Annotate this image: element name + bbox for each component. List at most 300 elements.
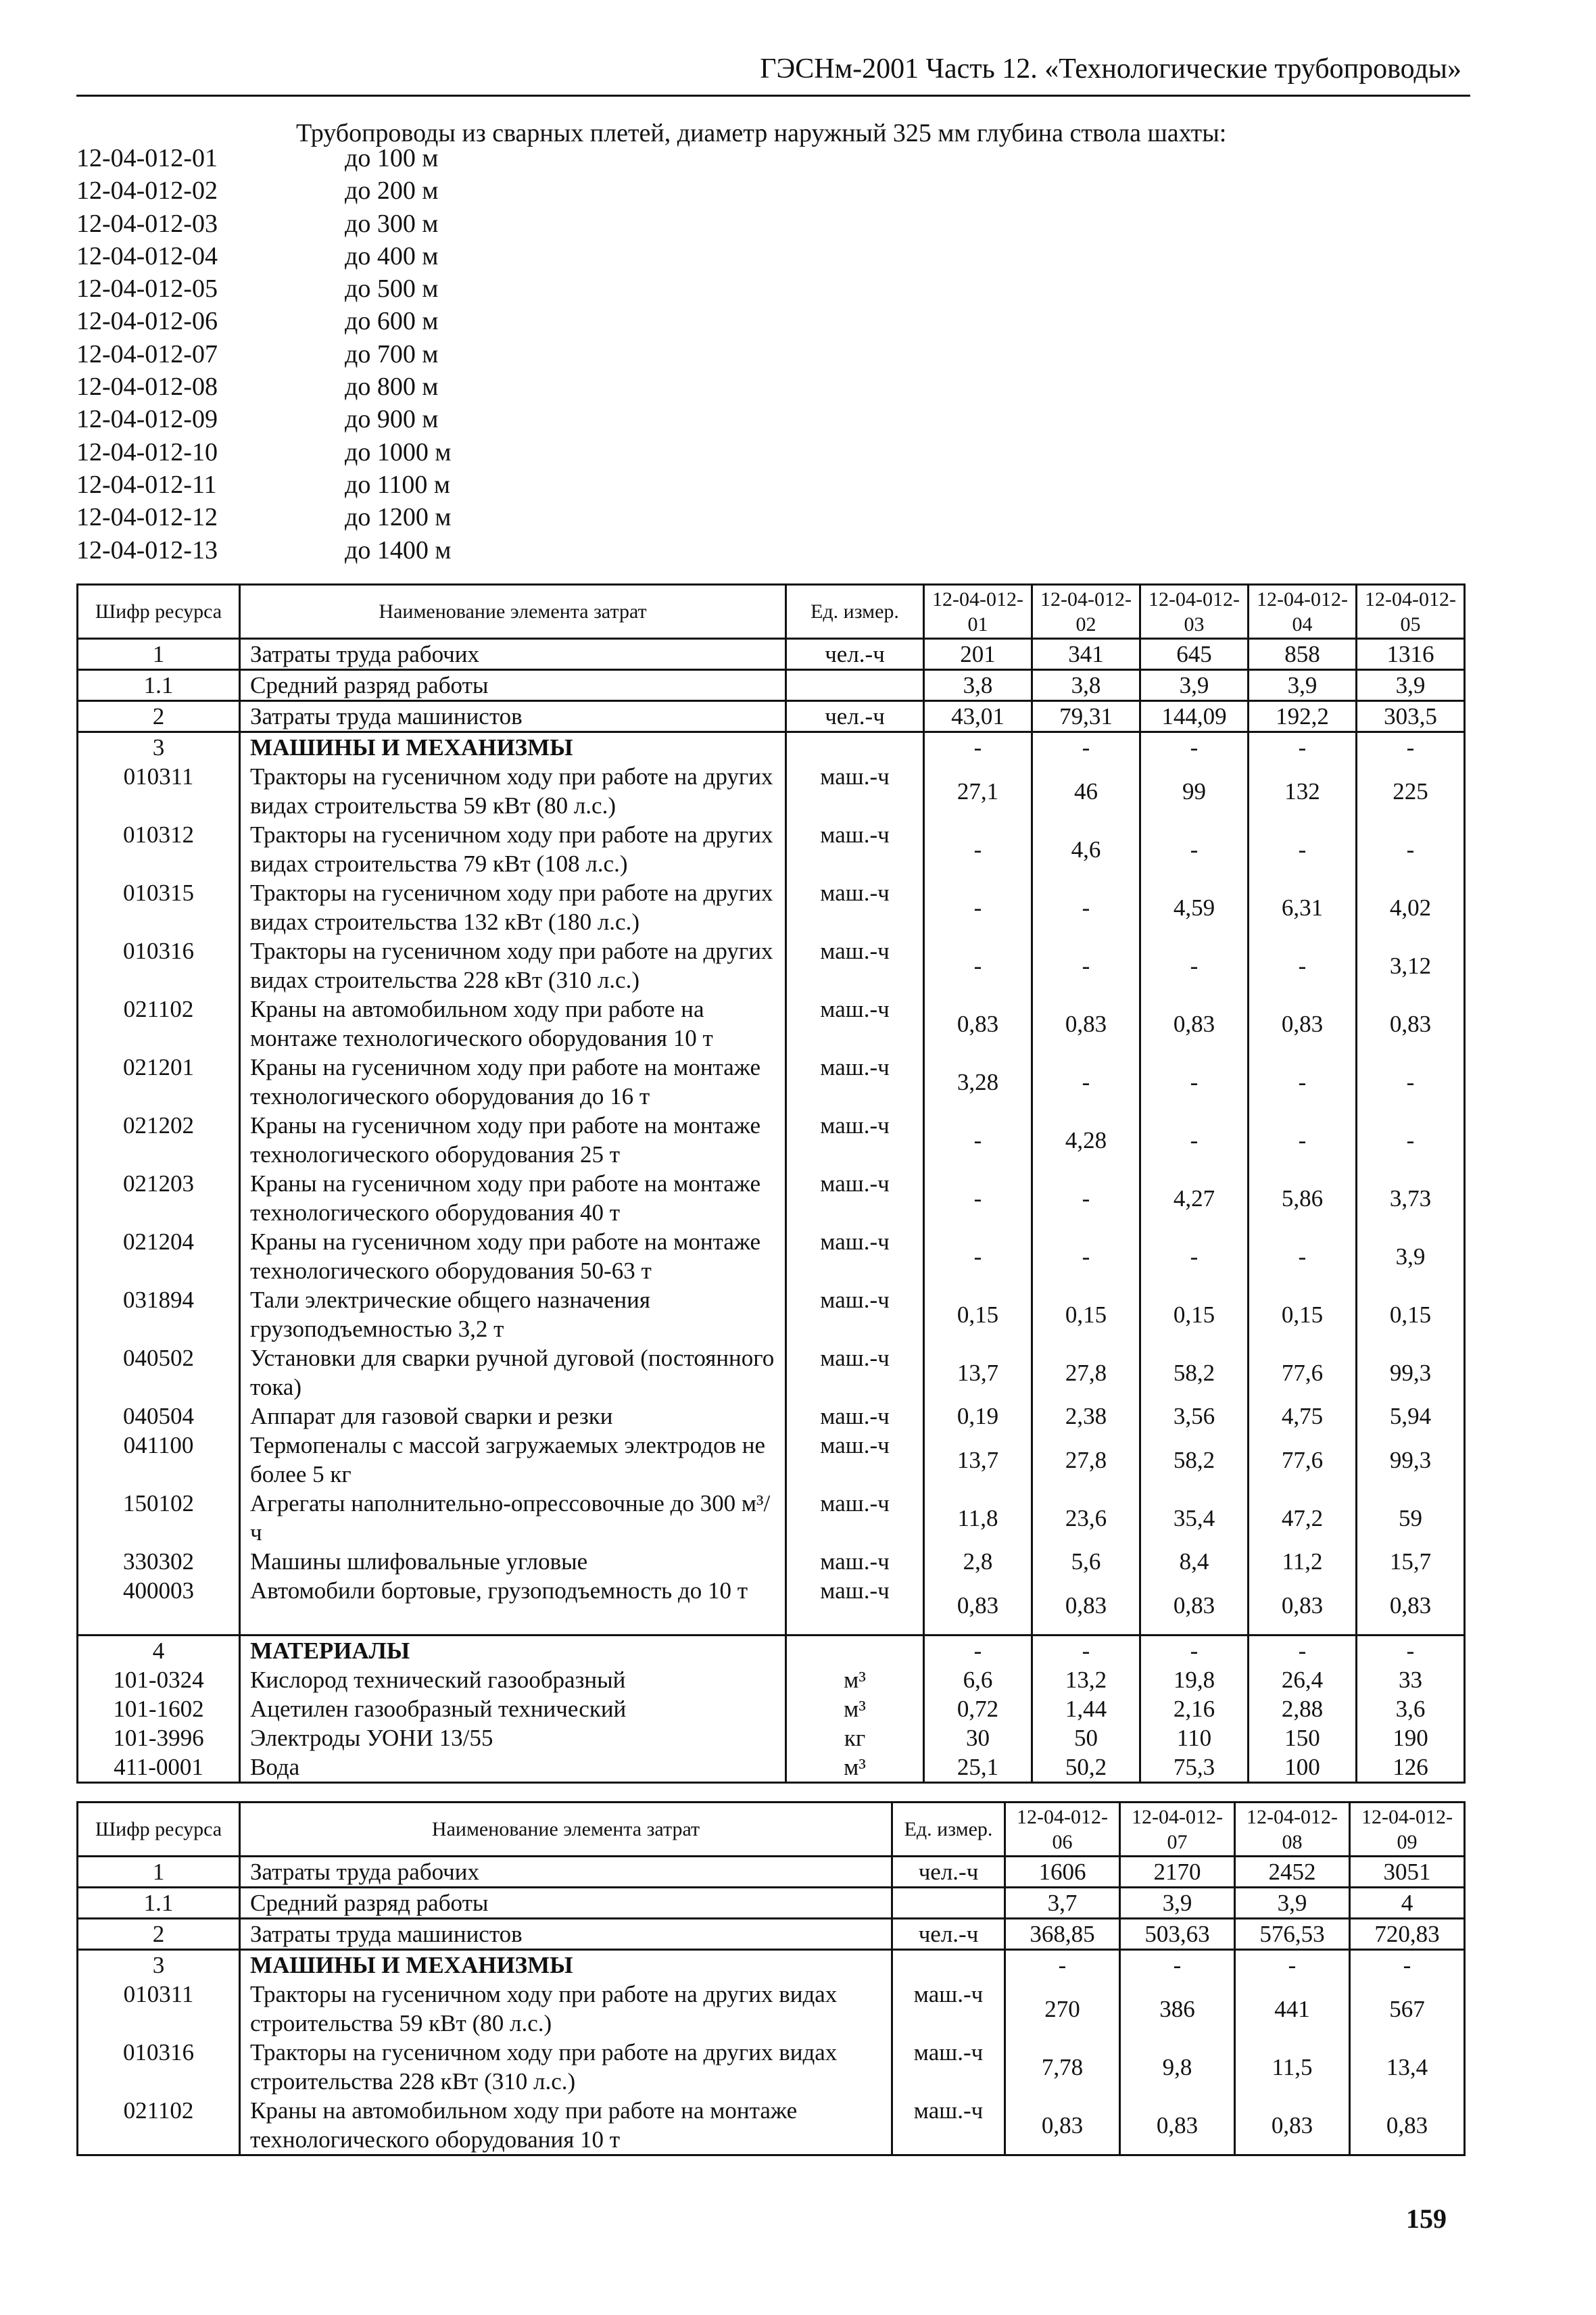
value-cell: 27,8 [1032, 1343, 1140, 1402]
value-cell: 858 [1249, 639, 1357, 670]
value-cell: 1,44 [1032, 1694, 1140, 1723]
resource-code: 041100 [78, 1431, 240, 1489]
norm-code: 12-04-012-02 [76, 176, 218, 206]
resource-code: 2 [78, 701, 240, 732]
value-cell: 368,85 [1005, 1919, 1120, 1950]
value-cell: 190 [1357, 1723, 1465, 1752]
depth-value: до 1100 м [345, 470, 450, 499]
value-cell: 3,9 [1235, 1888, 1350, 1919]
resource-code: 031894 [78, 1285, 240, 1343]
unit-cell [786, 1636, 924, 1666]
depth-value: до 300 м [345, 209, 439, 238]
value-cell: 7,78 [1005, 2038, 1120, 2096]
norm-code: 12-04-012-03 [76, 209, 218, 238]
value-cell: 3,12 [1357, 936, 1465, 995]
value-cell: - [1357, 1111, 1465, 1169]
value-cell: 8,4 [1140, 1547, 1249, 1576]
depth-value: до 700 м [345, 339, 439, 368]
value-cell: 5,6 [1032, 1547, 1140, 1576]
unit-cell: маш.-ч [786, 1285, 924, 1343]
table-row [78, 1694, 1465, 1723]
value-cell: 4,28 [1032, 1111, 1140, 1169]
table-row [78, 1431, 1465, 1489]
value-cell: 13,4 [1350, 2038, 1465, 2096]
unit-cell: м³ [786, 1694, 924, 1723]
resource-name: Тракторы на гусеничном ходу при работе на других видах строительства 228 кВт (310 л.с.) [240, 2038, 892, 2096]
value-cell: 2,38 [1032, 1402, 1140, 1431]
header-col: 12-04-012-05 [1357, 585, 1465, 639]
value-cell: 50 [1032, 1723, 1140, 1752]
value-cell: - [1249, 1111, 1357, 1169]
value-cell: - [1032, 1169, 1140, 1227]
unit-cell: маш.-ч [786, 1169, 924, 1227]
value-cell: 576,53 [1235, 1919, 1350, 1950]
value-cell: - [1357, 1053, 1465, 1111]
header-name: Наименование элемента затрат [240, 585, 786, 639]
header-name: Наименование элемента затрат [240, 1803, 892, 1857]
value-cell: 30 [924, 1723, 1032, 1752]
resource-code: 1 [78, 1857, 240, 1888]
table-row [78, 2096, 1465, 2155]
unit-cell: маш.-ч [892, 2096, 1005, 2155]
resource-name: Тракторы на гусеничном ходу при работе на других видах строительства 79 кВт (108 л.с.) [240, 820, 786, 878]
resource-name: Агрегаты наполнительно-опрессовочные до 300 м³/ч [240, 1489, 786, 1547]
value-cell: - [924, 878, 1032, 936]
resource-name: Средний разряд работы [240, 670, 786, 701]
resource-code: 101-1602 [78, 1694, 240, 1723]
resource-name: Затраты труда машинистов [240, 701, 786, 732]
section-heading: Трубопроводы из сварных плетей, диаметр наружный 325 мм глубина ствола шахты: [296, 119, 1227, 147]
value-cell: 2170 [1120, 1857, 1235, 1888]
resource-name: Затраты труда рабочих [240, 639, 786, 670]
unit-cell [786, 670, 924, 701]
value-cell: 23,6 [1032, 1489, 1140, 1547]
value-cell: - [924, 732, 1032, 763]
table-row [78, 639, 1465, 670]
header-col: 12-04-012-03 [1140, 585, 1249, 639]
table-row [78, 1227, 1465, 1285]
value-cell: - [1140, 936, 1249, 995]
value-cell: 11,2 [1249, 1547, 1357, 1576]
norm-code: 12-04-012-06 [76, 307, 218, 336]
value-cell: 0,72 [924, 1694, 1032, 1723]
value-cell: 0,83 [1005, 2096, 1120, 2155]
value-cell: 201 [924, 639, 1032, 670]
value-cell: - [1140, 1053, 1249, 1111]
value-cell: 0,83 [1350, 2096, 1465, 2155]
resource-name: Краны на гусеничном ходу при работе на монтаже технологического оборудования 40 т [240, 1169, 786, 1227]
value-cell: 3,8 [924, 670, 1032, 701]
value-cell: - [1140, 1111, 1249, 1169]
table-row [78, 1111, 1465, 1169]
value-cell: 0,83 [1140, 995, 1249, 1053]
value-cell: 5,94 [1357, 1402, 1465, 1431]
value-cell: 3,9 [1249, 670, 1357, 701]
resource-code: 101-3996 [78, 1723, 240, 1752]
resource-code: 010311 [78, 762, 240, 820]
unit-cell: чел.-ч [786, 639, 924, 670]
value-cell: 0,19 [924, 1402, 1032, 1431]
resource-code: 010315 [78, 878, 240, 936]
value-cell: 4,27 [1140, 1169, 1249, 1227]
value-cell: 567 [1350, 1980, 1465, 2038]
resource-name: Термопеналы с массой загружаемых электродов не более 5 кг [240, 1431, 786, 1489]
unit-cell: чел.-ч [892, 1919, 1005, 1950]
table-row [78, 1723, 1465, 1752]
value-cell: 13,7 [924, 1343, 1032, 1402]
resource-code: 010312 [78, 820, 240, 878]
value-cell: 75,3 [1140, 1752, 1249, 1783]
value-cell: - [1032, 732, 1140, 763]
resource-name: Аппарат для газовой сварки и резки [240, 1402, 786, 1431]
unit-cell: маш.-ч [786, 936, 924, 995]
resource-code: 330302 [78, 1547, 240, 1576]
depth-value: до 600 м [345, 307, 439, 336]
resource-name: Краны на гусеничном ходу при работе на монтаже технологического оборудования 50-63 т [240, 1227, 786, 1285]
value-cell: 3,73 [1357, 1169, 1465, 1227]
resource-name: Краны на гусеничном ходу при работе на монтаже технологического оборудования до 16 т [240, 1053, 786, 1111]
value-cell: 0,83 [1032, 995, 1140, 1053]
resource-code: 021202 [78, 1111, 240, 1169]
resource-code: 1 [78, 639, 240, 670]
resource-code: 3 [78, 1950, 240, 1980]
value-cell: 99,3 [1357, 1431, 1465, 1489]
value-cell: - [1140, 1636, 1249, 1666]
value-cell: 79,31 [1032, 701, 1140, 732]
resource-name: Затраты труда машинистов [240, 1919, 892, 1950]
resource-name: Краны на автомобильном ходу при работе на монтаже технологического оборудования 10 т [240, 995, 786, 1053]
table-row [78, 1752, 1465, 1783]
value-cell: - [1032, 878, 1140, 936]
value-cell: 58,2 [1140, 1343, 1249, 1402]
value-cell: - [1032, 936, 1140, 995]
value-cell: 3,9 [1357, 670, 1465, 701]
value-cell: - [1032, 1053, 1140, 1111]
unit-cell: маш.-ч [786, 1576, 924, 1636]
resource-name: Машины шлифовальные угловые [240, 1547, 786, 1576]
value-cell: - [1350, 1950, 1465, 1980]
table-row [78, 1888, 1465, 1919]
norm-code: 12-04-012-05 [76, 275, 218, 304]
header-col: 12-04-012-09 [1350, 1803, 1465, 1857]
resource-name: Ацетилен газообразный технический [240, 1694, 786, 1723]
depth-value: до 400 м [345, 241, 439, 270]
value-cell: 720,83 [1350, 1919, 1465, 1950]
unit-cell: маш.-ч [892, 2038, 1005, 2096]
value-cell: 4,6 [1032, 820, 1140, 878]
value-cell: 99,3 [1357, 1343, 1465, 1402]
value-cell: 192,2 [1249, 701, 1357, 732]
value-cell: 0,83 [1249, 1576, 1357, 1636]
value-cell: - [1032, 1227, 1140, 1285]
value-cell: 0,83 [1357, 995, 1465, 1053]
resource-code: 021203 [78, 1169, 240, 1227]
resource-table-2 [76, 1801, 1466, 2156]
norm-code: 12-04-012-07 [76, 339, 218, 368]
resource-code: 010311 [78, 1980, 240, 2038]
value-cell: 441 [1235, 1980, 1350, 2038]
depth-value: до 900 м [345, 405, 439, 434]
value-cell: 6,31 [1249, 878, 1357, 936]
resource-name: Затраты труда рабочих [240, 1857, 892, 1888]
table-row [78, 1547, 1465, 1576]
value-cell: - [1249, 732, 1357, 763]
value-cell: 11,8 [924, 1489, 1032, 1547]
value-cell: 9,8 [1120, 2038, 1235, 2096]
value-cell: 58,2 [1140, 1431, 1249, 1489]
value-cell: 26,4 [1249, 1665, 1357, 1694]
value-cell: - [924, 1111, 1032, 1169]
value-cell: 2452 [1235, 1857, 1350, 1888]
value-cell: 110 [1140, 1723, 1249, 1752]
norm-code: 12-04-012-04 [76, 241, 218, 270]
value-cell: - [1357, 1636, 1465, 1666]
resource-code: 021201 [78, 1053, 240, 1111]
unit-cell: маш.-ч [786, 995, 924, 1053]
resource-table-1 [76, 583, 1466, 1784]
running-header: ГЭСНм-2001 Часть 12. «Технологические трубопроводы» [760, 53, 1461, 85]
resource-name: Тракторы на гусеничном ходу при работе на других видах строительства 59 кВт (80 л.с.) [240, 762, 786, 820]
value-cell: 3,8 [1032, 670, 1140, 701]
resource-code: 040504 [78, 1402, 240, 1431]
resource-code: 1.1 [78, 670, 240, 701]
value-cell: - [1140, 1227, 1249, 1285]
table-row [78, 995, 1465, 1053]
value-cell: - [924, 1636, 1032, 1666]
depth-value: до 1400 м [345, 535, 452, 565]
value-cell: 1606 [1005, 1857, 1120, 1888]
value-cell: 270 [1005, 1980, 1120, 2038]
unit-cell: маш.-ч [786, 1343, 924, 1402]
header-col: 12-04-012-08 [1235, 1803, 1350, 1857]
value-cell: 503,63 [1120, 1919, 1235, 1950]
value-cell: - [1249, 1227, 1357, 1285]
value-cell: - [1357, 820, 1465, 878]
header-code: Шифр ресурса [78, 585, 240, 639]
value-cell: 1316 [1357, 639, 1465, 670]
value-cell: 0,83 [924, 1576, 1032, 1636]
value-cell: - [924, 1227, 1032, 1285]
header-rule [76, 95, 1470, 97]
value-cell: 3,9 [1357, 1227, 1465, 1285]
table-row [78, 936, 1465, 995]
value-cell: 0,83 [1357, 1576, 1465, 1636]
value-cell: - [1249, 936, 1357, 995]
value-cell: 132 [1249, 762, 1357, 820]
resource-code: 021102 [78, 995, 240, 1053]
value-cell: 43,01 [924, 701, 1032, 732]
value-cell: 4 [1350, 1888, 1465, 1919]
unit-cell: чел.-ч [786, 701, 924, 732]
resource-name: Краны на гусеничном ходу при работе на монтаже технологического оборудования 25 т [240, 1111, 786, 1169]
norm-code: 12-04-012-01 [76, 144, 218, 172]
norm-code: 12-04-012-08 [76, 373, 218, 402]
unit-cell [786, 732, 924, 763]
value-cell: 77,6 [1249, 1343, 1357, 1402]
unit-cell: маш.-ч [786, 1431, 924, 1489]
value-cell: - [1140, 820, 1249, 878]
value-cell: - [924, 1169, 1032, 1227]
unit-cell: маш.-ч [786, 1547, 924, 1576]
value-cell: 3,7 [1005, 1888, 1120, 1919]
value-cell: - [1249, 820, 1357, 878]
resource-code: 150102 [78, 1489, 240, 1547]
resource-code: 040502 [78, 1343, 240, 1402]
unit-cell [892, 1888, 1005, 1919]
value-cell: 0,15 [1140, 1285, 1249, 1343]
value-cell: 3,6 [1357, 1694, 1465, 1723]
depth-list [345, 142, 451, 567]
table-row [78, 820, 1465, 878]
value-cell: - [1140, 732, 1249, 763]
header-col: 12-04-012-04 [1249, 585, 1357, 639]
unit-cell: маш.-ч [786, 1227, 924, 1285]
value-cell: 0,15 [924, 1285, 1032, 1343]
header-col: 12-04-012-06 [1005, 1803, 1120, 1857]
value-cell: 3,9 [1120, 1888, 1235, 1919]
resource-code: 2 [78, 1919, 240, 1950]
unit-cell: маш.-ч [786, 878, 924, 936]
resource-code: 4 [78, 1636, 240, 1666]
value-cell: - [1032, 1636, 1140, 1666]
resource-name: Тракторы на гусеничном ходу при работе на других видах строительства 228 кВт (310 л.с.) [240, 936, 786, 995]
table-row [78, 1636, 1465, 1666]
value-cell: 0,83 [1120, 2096, 1235, 2155]
resource-name: Кислород технический газообразный [240, 1665, 786, 1694]
resource-name: Средний разряд работы [240, 1888, 892, 1919]
unit-cell: маш.-ч [786, 1489, 924, 1547]
resource-code: 411-0001 [78, 1752, 240, 1783]
depth-value: до 100 м [345, 144, 439, 172]
unit-cell: маш.-ч [786, 820, 924, 878]
depth-value: до 800 м [345, 373, 439, 402]
value-cell: - [1120, 1950, 1235, 1980]
header-unit: Ед. измер. [786, 585, 924, 639]
unit-cell: чел.-ч [892, 1857, 1005, 1888]
value-cell: 144,09 [1140, 701, 1249, 732]
value-cell: 15,7 [1357, 1547, 1465, 1576]
table-row [78, 701, 1465, 732]
value-cell: 0,83 [1249, 995, 1357, 1053]
value-cell: 50,2 [1032, 1752, 1140, 1783]
table-row [78, 878, 1465, 936]
resource-name: Автомобили бортовые, грузоподъемность до 10 т [240, 1576, 786, 1636]
unit-cell: маш.-ч [892, 1980, 1005, 2038]
value-cell: 2,16 [1140, 1694, 1249, 1723]
value-cell: 126 [1357, 1752, 1465, 1783]
value-cell: 3051 [1350, 1857, 1465, 1888]
value-cell: 5,86 [1249, 1169, 1357, 1227]
table-row [78, 1343, 1465, 1402]
value-cell: 0,83 [1140, 1576, 1249, 1636]
value-cell: 3,28 [924, 1053, 1032, 1111]
unit-cell: кг [786, 1723, 924, 1752]
value-cell: 47,2 [1249, 1489, 1357, 1547]
value-cell: 2,8 [924, 1547, 1032, 1576]
norm-code: 12-04-012-12 [76, 503, 218, 532]
table-row [78, 1576, 1465, 1636]
resource-name: Установки для сварки ручной дуговой (постоянного тока) [240, 1343, 786, 1402]
value-cell: 19,8 [1140, 1665, 1249, 1694]
value-cell: 4,02 [1357, 878, 1465, 936]
table-row [78, 1489, 1465, 1547]
value-cell: 33 [1357, 1665, 1465, 1694]
header-col: 12-04-012-01 [924, 585, 1032, 639]
value-cell: 77,6 [1249, 1431, 1357, 1489]
value-cell: 27,1 [924, 762, 1032, 820]
table-row [78, 2038, 1465, 2096]
value-cell: 25,1 [924, 1752, 1032, 1783]
resource-code: 021102 [78, 2096, 240, 2155]
unit-cell: маш.-ч [786, 762, 924, 820]
value-cell: 100 [1249, 1752, 1357, 1783]
value-cell: 13,2 [1032, 1665, 1140, 1694]
table-row [78, 1950, 1465, 1980]
value-cell: 0,83 [1235, 2096, 1350, 2155]
resource-code: 3 [78, 732, 240, 763]
value-cell: 0,83 [924, 995, 1032, 1053]
table-row [78, 1285, 1465, 1343]
value-cell: - [924, 936, 1032, 995]
table-row [78, 1857, 1465, 1888]
unit-cell [892, 1950, 1005, 1980]
resource-name: Вода [240, 1752, 786, 1783]
resource-name: Тали электрические общего назначения грузоподъемностью 3,2 т [240, 1285, 786, 1343]
value-cell: 386 [1120, 1980, 1235, 2038]
value-cell: 0,15 [1249, 1285, 1357, 1343]
resource-name: Тракторы на гусеничном ходу при работе на других видах строительства 132 кВт (180 л.с.) [240, 878, 786, 936]
value-cell: 150 [1249, 1723, 1357, 1752]
value-cell: 0,83 [1032, 1576, 1140, 1636]
header-unit: Ед. измер. [892, 1803, 1005, 1857]
value-cell: - [1005, 1950, 1120, 1980]
value-cell: 11,5 [1235, 2038, 1350, 2096]
resource-code: 400003 [78, 1576, 240, 1636]
depth-value: до 200 м [345, 176, 439, 206]
value-cell: 4,59 [1140, 878, 1249, 936]
resource-name: Электроды УОНИ 13/55 [240, 1723, 786, 1752]
value-cell: 225 [1357, 762, 1465, 820]
value-cell: - [1249, 1053, 1357, 1111]
depth-value: до 1000 м [345, 437, 452, 467]
value-cell: - [1249, 1636, 1357, 1666]
value-cell: 0,15 [1357, 1285, 1465, 1343]
resource-code: 1.1 [78, 1888, 240, 1919]
resource-name: МАШИНЫ И МЕХАНИЗМЫ [240, 1950, 892, 1980]
value-cell: - [1357, 732, 1465, 763]
resource-name: Тракторы на гусеничном ходу при работе на других видах строительства 59 кВт (80 л.с.) [240, 1980, 892, 2038]
table-row [78, 670, 1465, 701]
table-row [78, 1402, 1465, 1431]
resource-name: Краны на автомобильном ходу при работе на монтаже технологического оборудования 10 т [240, 2096, 892, 2155]
value-cell: 13,7 [924, 1431, 1032, 1489]
page-number: 159 [1406, 2203, 1447, 2234]
depth-value: до 500 м [345, 275, 439, 304]
header-col: 12-04-012-02 [1032, 585, 1140, 639]
value-cell: 3,56 [1140, 1402, 1249, 1431]
value-cell: 4,75 [1249, 1402, 1357, 1431]
table-row [78, 1169, 1465, 1227]
resource-name: МАТЕРИАЛЫ [240, 1636, 786, 1666]
value-cell: 341 [1032, 639, 1140, 670]
value-cell: 27,8 [1032, 1431, 1140, 1489]
value-cell: 3,9 [1140, 670, 1249, 701]
resource-code: 101-0324 [78, 1665, 240, 1694]
value-cell: 35,4 [1140, 1489, 1249, 1547]
unit-cell: маш.-ч [786, 1402, 924, 1431]
depth-value: до 1200 м [345, 503, 452, 532]
table-row [78, 1919, 1465, 1950]
